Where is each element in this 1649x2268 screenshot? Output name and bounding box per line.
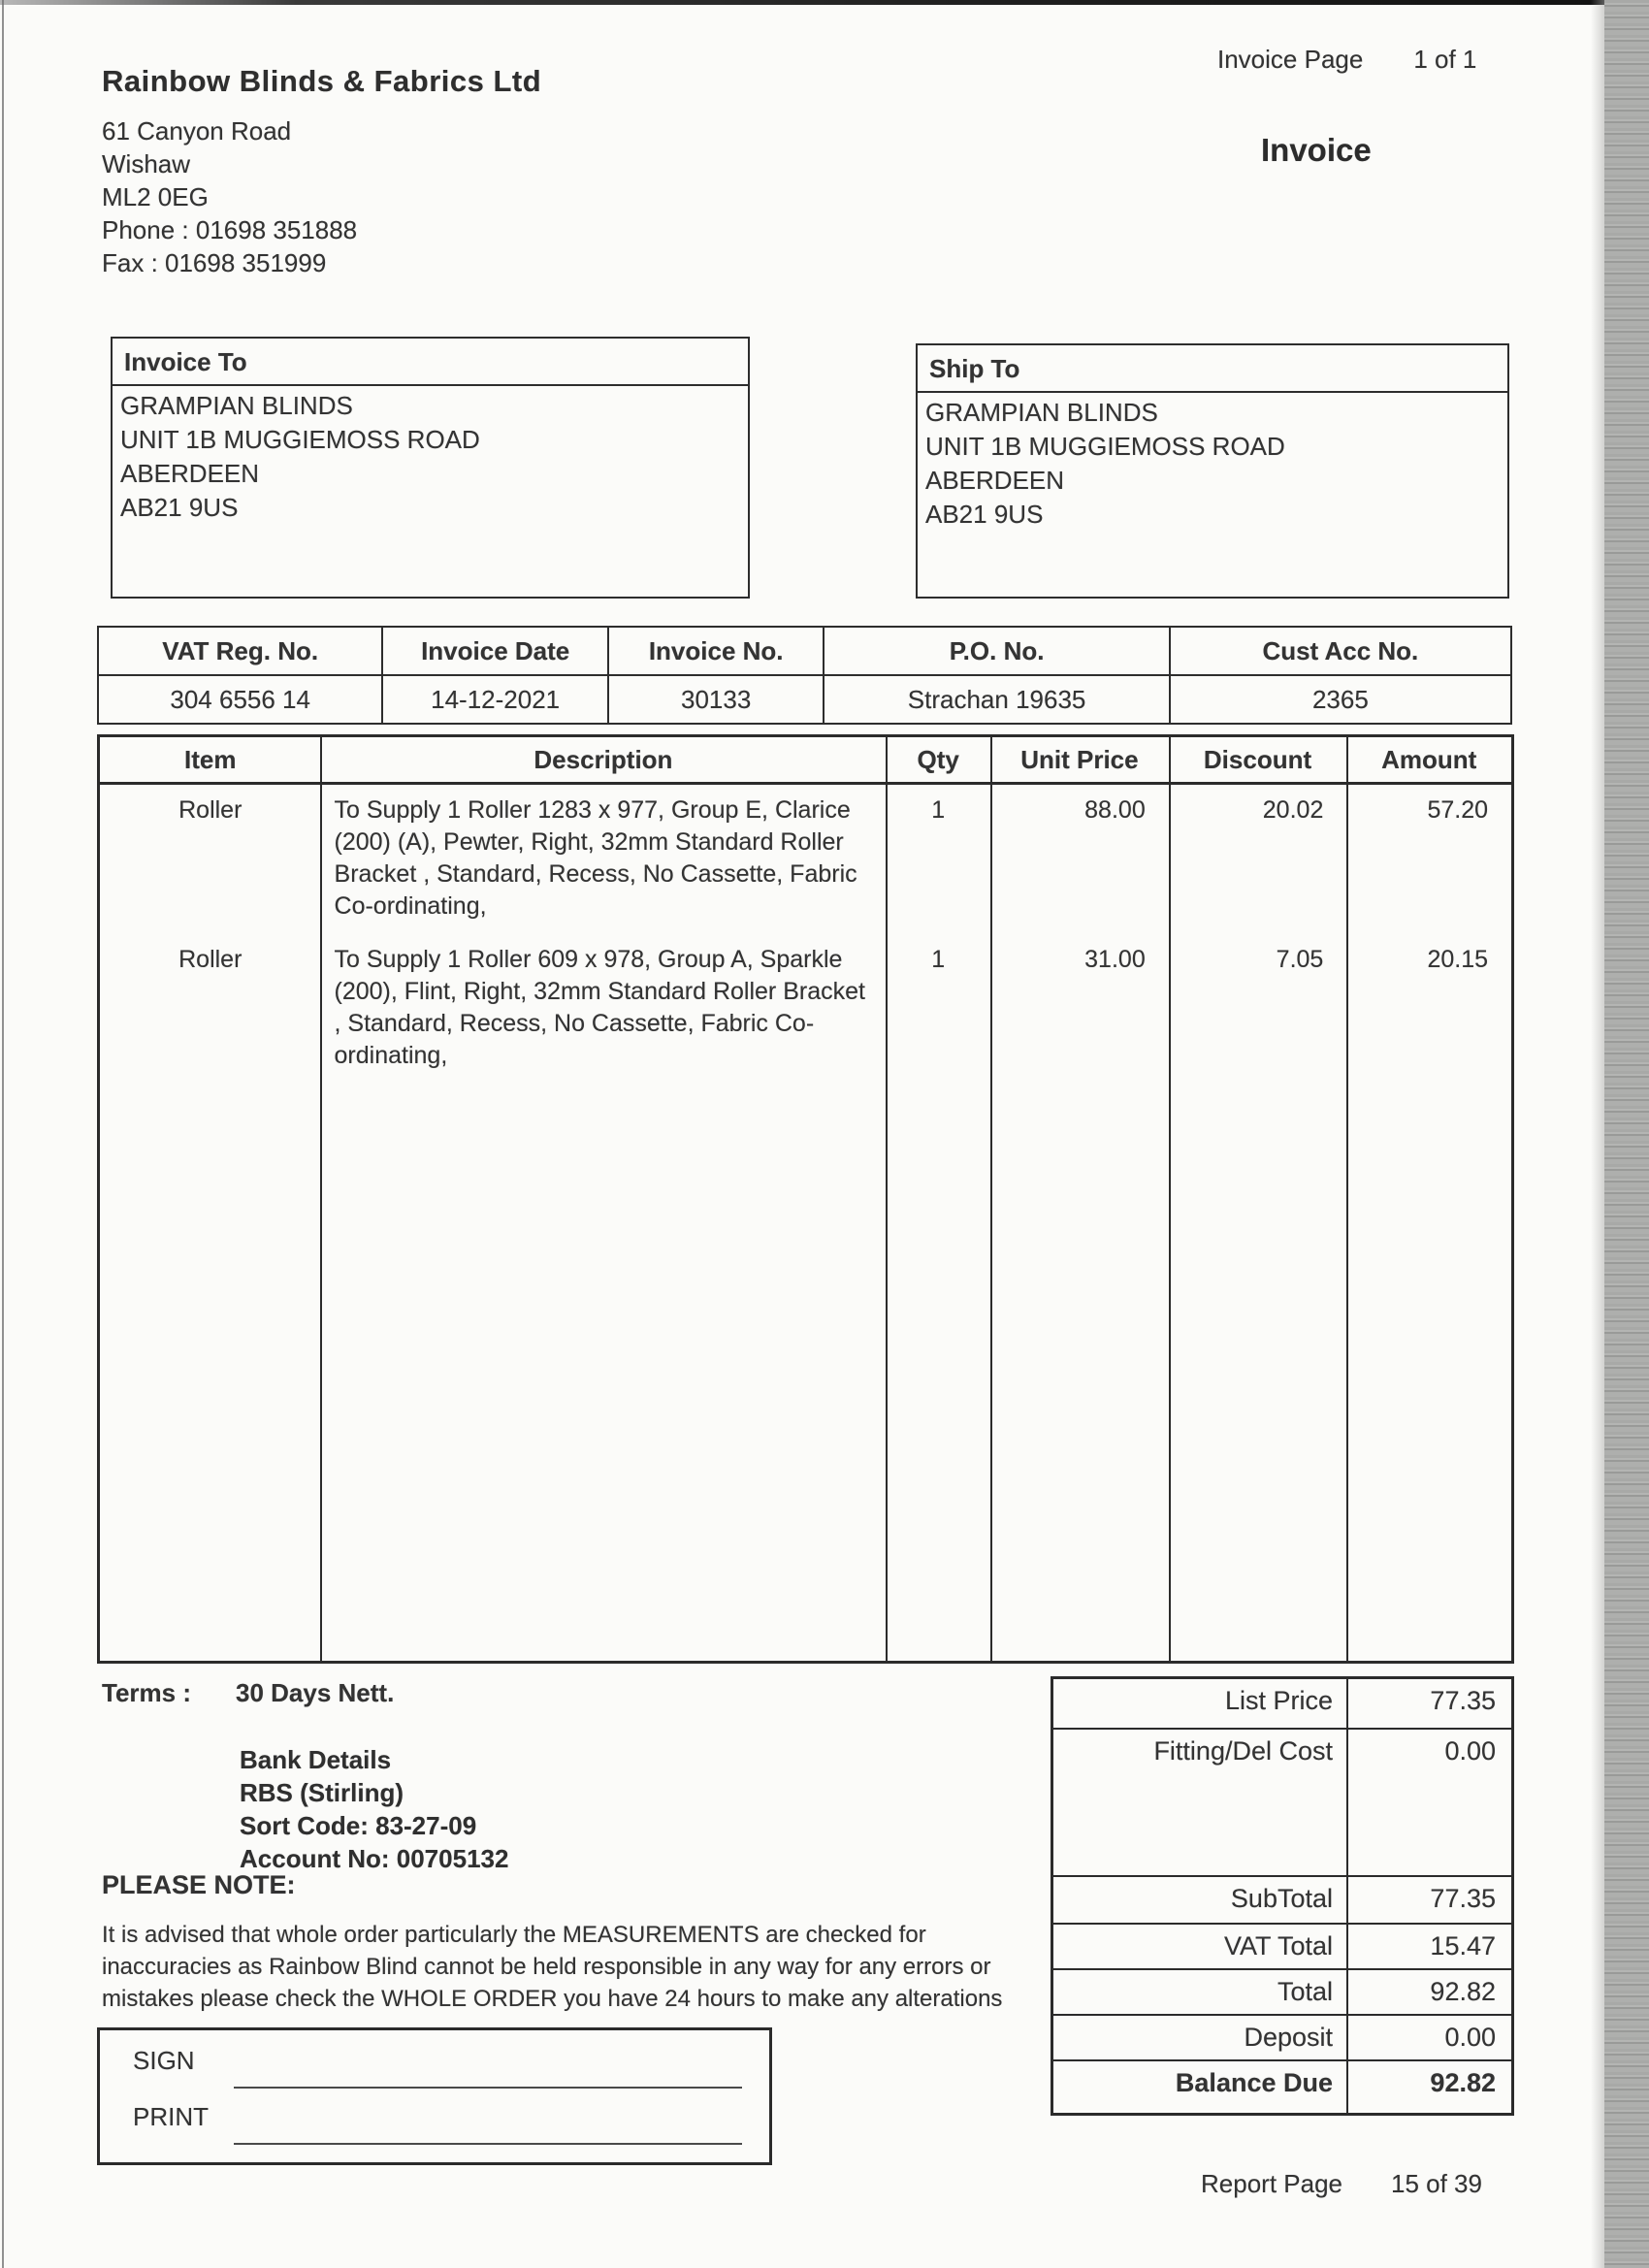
invoice-meta-table bbox=[97, 626, 1512, 725]
please-note-body: It is advised that whole order particularly the MEASUREMENTS are checked for inaccuracies as Rainbow Blind cannot be held responsible in any way for any errors or mistakes please check the WHOLE ORDER you have 24 hours to make any alterations bbox=[102, 1922, 1003, 2012]
meta-value-po-no: Strachan 19635 bbox=[824, 676, 1170, 723]
invoice-page-label: Invoice Page bbox=[1217, 45, 1364, 74]
total-label: Deposit bbox=[1053, 2016, 1348, 2059]
table-column-divider bbox=[320, 737, 322, 1661]
items-header-discount: Discount bbox=[1203, 745, 1312, 774]
total-value: 15.47 bbox=[1430, 1931, 1496, 1960]
totals-summary-box bbox=[1051, 1676, 1514, 2116]
company-address-line: Wishaw bbox=[102, 149, 191, 178]
signature-box bbox=[97, 2027, 772, 2165]
total-value: 92.82 bbox=[1430, 2068, 1496, 2097]
table-column-divider bbox=[990, 737, 992, 1661]
meta-value-cust-acc: 2365 bbox=[1311, 685, 1369, 714]
total-label: Fitting/Del Cost bbox=[1053, 1730, 1348, 1875]
total-label: VAT Total bbox=[1053, 1925, 1348, 1968]
report-page-indicator bbox=[1201, 2169, 1482, 2199]
item-amount: 57.20 bbox=[1427, 796, 1488, 824]
bank-name: RBS (Stirling) bbox=[240, 1778, 404, 1807]
meta-header-vat: VAT Reg. No. bbox=[99, 628, 383, 676]
invoice-to-label: Invoice To bbox=[113, 339, 748, 386]
items-header-description: Description bbox=[534, 745, 673, 774]
item-description: To Supply 1 Roller 609 x 978, Group A, Sparkle (200), Flint, Right, 32mm Standard Roller Bracket , Standard, Recess, No Cassette, Fabric Co-ordinating, bbox=[334, 946, 865, 1069]
scan-edge-right-fade bbox=[1591, 0, 1604, 2268]
items-header-row bbox=[100, 737, 1511, 785]
invoice-page-value: 1 of 1 bbox=[1413, 45, 1477, 74]
company-address-line: 61 Canyon Road bbox=[102, 116, 292, 146]
sign-label: SIGN bbox=[133, 2046, 195, 2075]
ship-to-line: GRAMPIAN BLINDS bbox=[925, 398, 1158, 427]
total-label: SubTotal bbox=[1053, 1877, 1348, 1923]
meta-value-date: 14-12-2021 bbox=[383, 676, 609, 723]
company-address-line: ML2 0EG bbox=[102, 182, 209, 211]
company-fax: Fax : 01698 351999 bbox=[102, 248, 327, 277]
bank-sort-code: Sort Code: 83-27-09 bbox=[240, 1811, 477, 1840]
total-row-total bbox=[1053, 1970, 1511, 2016]
bank-details-heading: Bank Details bbox=[240, 1745, 392, 1774]
total-row-vat-total bbox=[1053, 1925, 1511, 1970]
report-page-label: Report Page bbox=[1201, 2169, 1342, 2198]
meta-value-row bbox=[99, 676, 1510, 723]
table-column-divider bbox=[886, 737, 888, 1661]
items-header-item: Item bbox=[184, 745, 237, 774]
total-label: Balance Due bbox=[1053, 2061, 1348, 2113]
total-label: Total bbox=[1053, 1970, 1348, 2014]
total-row-list-price bbox=[1053, 1679, 1511, 1730]
total-value: 77.35 bbox=[1430, 1884, 1496, 1913]
company-phone: Phone : 01698 351888 bbox=[102, 215, 358, 244]
ship-to-line: AB21 9US bbox=[925, 500, 1044, 529]
items-header-amount: Amount bbox=[1381, 745, 1477, 774]
items-header-unit-price: Unit Price bbox=[1020, 745, 1139, 774]
terms-value: 30 Days Nett. bbox=[236, 1678, 395, 1707]
total-row-deposit bbox=[1053, 2016, 1511, 2061]
ship-to-box bbox=[916, 343, 1509, 599]
ship-to-line: UNIT 1B MUGGIEMOSS ROAD bbox=[925, 432, 1285, 461]
total-value: 0.00 bbox=[1444, 2023, 1496, 2052]
total-row-balance-due bbox=[1053, 2061, 1511, 2113]
report-page-value: 15 of 39 bbox=[1390, 2169, 1482, 2198]
item-discount: 7.05 bbox=[1276, 946, 1324, 973]
line-items-table bbox=[97, 734, 1514, 1664]
meta-header-invoice-no: Invoice No. bbox=[609, 628, 825, 676]
meta-header-po-no: P.O. No. bbox=[824, 628, 1170, 676]
item-description: To Supply 1 Roller 1283 x 977, Group E, Clarice (200) (A), Pewter, Right, 32mm Standard Roller Bracket , Standard, Recess, No Cassette, Fabric Co-ordinating, bbox=[334, 796, 857, 920]
item-unit-price: 31.00 bbox=[1084, 946, 1146, 973]
print-line bbox=[234, 2143, 742, 2145]
total-row-subtotal bbox=[1053, 1877, 1511, 1925]
item-discount: 20.02 bbox=[1262, 796, 1324, 824]
invoice-to-line: ABERDEEN bbox=[120, 459, 260, 488]
table-row bbox=[100, 794, 1511, 923]
table-row bbox=[100, 944, 1511, 1072]
scan-edge-right bbox=[1604, 0, 1649, 2268]
meta-header-row bbox=[99, 628, 1510, 676]
table-column-divider bbox=[1346, 737, 1348, 1661]
bank-account-no: Account No: 00705132 bbox=[240, 1844, 509, 1873]
item-unit-price: 88.00 bbox=[1084, 796, 1146, 824]
total-label: List Price bbox=[1053, 1679, 1348, 1728]
item-type: Roller bbox=[178, 796, 242, 824]
company-address bbox=[102, 114, 357, 279]
meta-header-cust-acc: Cust Acc No. bbox=[1171, 628, 1510, 676]
scan-edge-top bbox=[0, 0, 1649, 5]
document-title: Invoice bbox=[1261, 132, 1372, 168]
ship-to-address bbox=[918, 393, 1507, 535]
ship-to-label: Ship To bbox=[918, 345, 1507, 393]
items-header-qty: Qty bbox=[917, 745, 959, 774]
company-name: Rainbow Blinds & Fabrics Ltd bbox=[102, 64, 542, 98]
meta-value-invoice-no: 30133 bbox=[609, 676, 825, 723]
invoice-to-line: UNIT 1B MUGGIEMOSS ROAD bbox=[120, 425, 480, 454]
terms-section bbox=[102, 1678, 394, 1708]
total-value: 0.00 bbox=[1444, 1736, 1496, 1766]
invoice-to-box bbox=[111, 337, 750, 599]
invoice-page-indicator bbox=[1217, 45, 1476, 75]
table-column-divider bbox=[1169, 737, 1171, 1661]
sign-line bbox=[234, 2087, 742, 2089]
total-row-fitting-del-cost bbox=[1053, 1730, 1511, 1877]
invoice-to-address bbox=[113, 386, 748, 528]
item-type: Roller bbox=[178, 946, 242, 973]
item-qty: 1 bbox=[931, 946, 946, 973]
item-amount: 20.15 bbox=[1427, 946, 1488, 973]
invoice-to-line: GRAMPIAN BLINDS bbox=[120, 391, 353, 420]
ship-to-line: ABERDEEN bbox=[925, 466, 1065, 495]
total-value: 77.35 bbox=[1430, 1686, 1496, 1715]
scan-edge-left bbox=[2, 0, 4, 2268]
please-note-heading: PLEASE NOTE: bbox=[102, 1870, 296, 1899]
meta-value-vat: 304 6556 14 bbox=[99, 676, 383, 723]
total-value: 92.82 bbox=[1430, 1977, 1496, 2006]
invoice-to-line: AB21 9US bbox=[120, 493, 239, 522]
terms-label: Terms : bbox=[102, 1678, 191, 1707]
bank-details bbox=[240, 1743, 508, 1875]
item-qty: 1 bbox=[931, 796, 946, 824]
meta-header-date: Invoice Date bbox=[383, 628, 609, 676]
print-label: PRINT bbox=[133, 2102, 209, 2131]
